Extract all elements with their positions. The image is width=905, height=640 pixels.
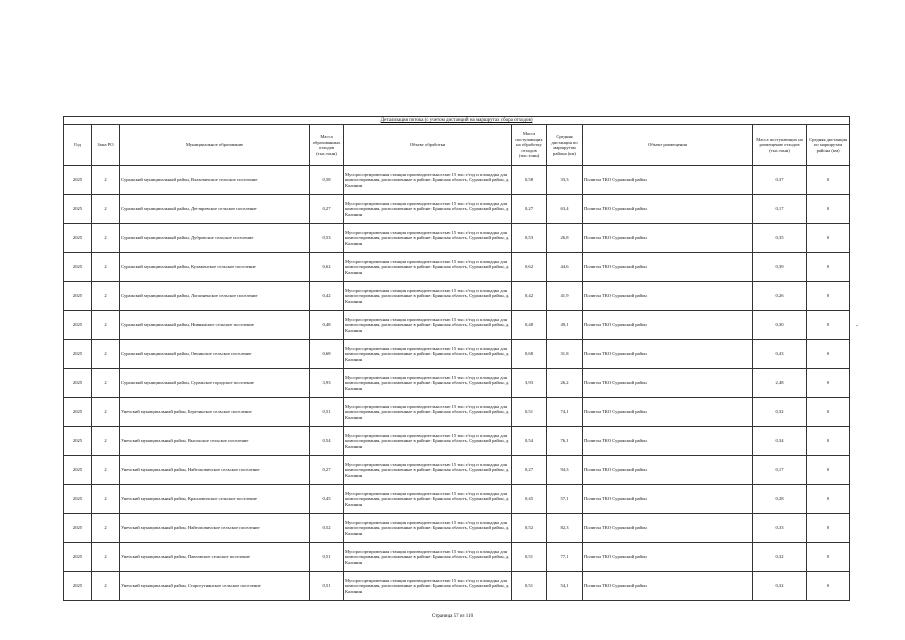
cell-municipality: Суражский муниципальный район, Нивнянское сельское поселение: [120, 311, 310, 340]
cell-year: 2025: [64, 340, 92, 369]
cell-disposal: Полигон ТКО Суражский район: [583, 166, 753, 195]
side-mark: -: [856, 323, 858, 329]
cell-mass-processing: 0,51: [512, 572, 547, 601]
cell-distance-disposal: 0: [807, 485, 850, 514]
cell-disposal: Полигон ТКО Суражский район: [583, 311, 753, 340]
cell-mass: 3,93: [310, 369, 344, 398]
header-facility: Объект обработки: [344, 125, 512, 166]
cell-distance-processing: 49,1: [547, 311, 583, 340]
cell-zone: 2: [92, 311, 120, 340]
header-year: Год: [64, 125, 92, 166]
cell-mass: 0,48: [310, 311, 344, 340]
cell-mass-disposal: 0,26: [753, 282, 807, 311]
cell-municipality: Унечский муниципальный район, Красновичское сельское поселение: [120, 485, 310, 514]
table-row: [64, 282, 850, 311]
cell-mass-processing: 0,54: [512, 427, 547, 456]
cell-year: 2025: [64, 543, 92, 572]
cell-distance-disposal: 0: [807, 572, 850, 601]
cell-municipality: Суражский муниципальный район, Влазовичское сельское поселение: [120, 166, 310, 195]
cell-mass-processing: 0,48: [512, 311, 547, 340]
cell-distance-processing: 82,3: [547, 514, 583, 543]
table-row: [64, 514, 850, 543]
cell-mass: 0,53: [310, 224, 344, 253]
cell-distance-disposal: 0: [807, 195, 850, 224]
cell-zone: 2: [92, 253, 120, 282]
cell-mass: 0,51: [310, 398, 344, 427]
waste-flow-table: [63, 116, 850, 601]
header-mass-disposal: Масса поступающих на размещение отходов (тыс.тонн): [753, 125, 807, 166]
cell-year: 2025: [64, 485, 92, 514]
cell-facility: Мусоросортировочная станция производительностью 15 тыс.т/год и площадка для компостирования, расположенные в районе: Брянская область, Суражский район, д. Калинин: [344, 427, 512, 456]
cell-distance-disposal: 0: [807, 427, 850, 456]
cell-year: 2025: [64, 224, 92, 253]
cell-zone: 2: [92, 369, 120, 398]
cell-mass-processing: 0,42: [512, 282, 547, 311]
cell-mass-processing: 0,53: [512, 224, 547, 253]
header-municipality: Муниципальное образование: [120, 125, 310, 166]
cell-municipality: Унечский муниципальный район, Павловское сельское поселение: [120, 543, 310, 572]
cell-mass-processing: 0,51: [512, 398, 547, 427]
cell-facility: Мусоросортировочная станция производительностью 15 тыс.т/год и площадка для компостирования, расположенные в районе: Брянская область, Суражский район, д. Калинин: [344, 195, 512, 224]
cell-zone: 2: [92, 166, 120, 195]
cell-mass-processing: 3,93: [512, 369, 547, 398]
table-row: [64, 427, 850, 456]
cell-year: 2025: [64, 195, 92, 224]
cell-mass-disposal: 0,37: [753, 166, 807, 195]
cell-distance-disposal: 0: [807, 253, 850, 282]
cell-mass-disposal: 0,43: [753, 340, 807, 369]
cell-distance-processing: 31,8: [547, 340, 583, 369]
cell-mass-processing: 0,62: [512, 253, 547, 282]
table-row: [64, 253, 850, 282]
cell-facility: Мусоросортировочная станция производительностью 15 тыс.т/год и площадка для компостирования, расположенные в районе: Брянская область, Суражский район, д. Калинин: [344, 543, 512, 572]
cell-zone: 2: [92, 514, 120, 543]
cell-municipality: Суражский муниципальный район, Овчинское сельское поселение: [120, 340, 310, 369]
cell-facility: Мусоросортировочная станция производительностью 15 тыс.т/год и площадка для компостирования, расположенные в районе: Брянская область, Суражский район, д. Калинин: [344, 456, 512, 485]
cell-zone: 2: [92, 456, 120, 485]
cell-facility: Мусоросортировочная станция производительностью 15 тыс.т/год и площадка для компостирования, расположенные в районе: Брянская область, Суражский район, д. Калинин: [344, 369, 512, 398]
cell-year: 2025: [64, 427, 92, 456]
table-row: [64, 369, 850, 398]
cell-zone: 2: [92, 485, 120, 514]
cell-mass-processing: 0,68: [512, 340, 547, 369]
cell-distance-disposal: 0: [807, 369, 850, 398]
cell-zone: 2: [92, 427, 120, 456]
cell-disposal: Полигон ТКО Суражский район: [583, 543, 753, 572]
cell-mass-disposal: 0,34: [753, 427, 807, 456]
cell-distance-processing: 33,3: [547, 166, 583, 195]
cell-disposal: Полигон ТКО Суражский район: [583, 427, 753, 456]
cell-disposal: Полигон ТКО Суражский район: [583, 224, 753, 253]
cell-zone: 2: [92, 572, 120, 601]
cell-mass-processing: 0,58: [512, 166, 547, 195]
cell-distance-disposal: 0: [807, 282, 850, 311]
cell-facility: Мусоросортировочная станция производительностью 15 тыс.т/год и площадка для компостирования, расположенные в районе: Брянская область, Суражский район, д. Калинин: [344, 224, 512, 253]
cell-distance-processing: 63,4: [547, 195, 583, 224]
cell-mass-disposal: 0,28: [753, 485, 807, 514]
cell-disposal: Полигон ТКО Суражский район: [583, 369, 753, 398]
cell-disposal: Полигон ТКО Суражский район: [583, 282, 753, 311]
cell-mass-disposal: 0,32: [753, 398, 807, 427]
cell-mass: 0,52: [310, 514, 344, 543]
cell-year: 2025: [64, 166, 92, 195]
cell-mass: 0,62: [310, 253, 344, 282]
header-disposal: Объект размещения: [583, 125, 753, 166]
table-row: [64, 543, 850, 572]
cell-facility: Мусоросортировочная станция производительностью 15 тыс.т/год и площадка для компостирования, расположенные в районе: Брянская область, Суражский район, д. Калинин: [344, 253, 512, 282]
header-distance-processing: Средняя дистанция по маршрутам района (км): [547, 125, 583, 166]
cell-distance-processing: 41,9: [547, 282, 583, 311]
cell-disposal: Полигон ТКО Суражский район: [583, 195, 753, 224]
header-mass-processing: Масса поступающих на обработку отходов (тыс.тонн): [512, 125, 547, 166]
cell-distance-disposal: 0: [807, 311, 850, 340]
cell-facility: Мусоросортировочная станция производительностью 15 тыс.т/год и площадка для компостирования, расположенные в районе: Брянская область, Суражский район, д. Калинин: [344, 485, 512, 514]
cell-year: 2025: [64, 398, 92, 427]
cell-municipality: Унечский муниципальный район, Старогутнянское сельское поселение: [120, 572, 310, 601]
table-row: [64, 311, 850, 340]
header-zone: Зона РО: [92, 125, 120, 166]
table-row: [64, 166, 850, 195]
cell-mass-disposal: 0,39: [753, 253, 807, 282]
cell-mass: 0,51: [310, 572, 344, 601]
cell-municipality: Суражский муниципальный район, Кулаженское сельское поселение: [120, 253, 310, 282]
cell-mass-processing: 0,45: [512, 485, 547, 514]
cell-distance-disposal: 0: [807, 456, 850, 485]
cell-distance-processing: 54,1: [547, 572, 583, 601]
cell-municipality: Суражский муниципальный район, Дегтяревское сельское поселение: [120, 195, 310, 224]
cell-distance-processing: 76,1: [547, 427, 583, 456]
cell-facility: Мусоросортировочная станция производительностью 15 тыс.т/год и площадка для компостирования, расположенные в районе: Брянская область, Суражский район, д. Калинин: [344, 514, 512, 543]
cell-mass: 0,27: [310, 456, 344, 485]
cell-facility: Мусоросортировочная станция производительностью 15 тыс.т/год и площадка для компостирования, расположенные в районе: Брянская область, Суражский район, д. Калинин: [344, 340, 512, 369]
cell-disposal: Полигон ТКО Суражский район: [583, 398, 753, 427]
cell-municipality: Суражский муниципальный район, Дубровское сельское поселение: [120, 224, 310, 253]
cell-mass-disposal: 0,30: [753, 311, 807, 340]
cell-distance-disposal: 0: [807, 224, 850, 253]
cell-zone: 2: [92, 195, 120, 224]
cell-mass-disposal: 0,32: [753, 543, 807, 572]
cell-disposal: Полигон ТКО Суражский район: [583, 253, 753, 282]
cell-mass-processing: 0,51: [512, 543, 547, 572]
cell-distance-processing: 26,8: [547, 224, 583, 253]
cell-year: 2025: [64, 311, 92, 340]
table-row: [64, 456, 850, 485]
table-row: [64, 572, 850, 601]
table-row: [64, 195, 850, 224]
cell-distance-processing: 77,1: [547, 543, 583, 572]
cell-mass-disposal: 0,32: [753, 572, 807, 601]
cell-distance-processing: 44,6: [547, 253, 583, 282]
table-row: [64, 485, 850, 514]
cell-mass-processing: 0,27: [512, 195, 547, 224]
header-mass: Масса образованных отходов (тыс.тонн): [310, 125, 344, 166]
header-distance-disposal: Средняя дистанция по маршрутам района (км): [807, 125, 850, 166]
cell-mass: 0,27: [310, 195, 344, 224]
cell-distance-disposal: 0: [807, 340, 850, 369]
cell-distance-disposal: 0: [807, 514, 850, 543]
page-number: Страница 57 из 110: [431, 614, 474, 619]
cell-distance-processing: 57,1: [547, 485, 583, 514]
table-caption: Детализация потока (с учетом дистанций на маршрутах сбора отходов): [64, 117, 850, 125]
document-sheet: [63, 116, 849, 601]
cell-mass: 0,42: [310, 282, 344, 311]
cell-facility: Мусоросортировочная станция производительностью 15 тыс.т/год и площадка для компостирования, расположенные в районе: Брянская область, Суражский район, д. Калинин: [344, 311, 512, 340]
cell-zone: 2: [92, 543, 120, 572]
cell-mass-disposal: 0,33: [753, 514, 807, 543]
cell-mass-disposal: 2,48: [753, 369, 807, 398]
cell-mass-processing: 0,52: [512, 514, 547, 543]
cell-year: 2025: [64, 514, 92, 543]
cell-disposal: Полигон ТКО Суражский район: [583, 572, 753, 601]
cell-zone: 2: [92, 398, 120, 427]
cell-disposal: Полигон ТКО Суражский район: [583, 514, 753, 543]
cell-municipality: Суражский муниципальный район, Лопазненское сельское поселение: [120, 282, 310, 311]
cell-disposal: Полигон ТКО Суражский район: [583, 456, 753, 485]
cell-distance-disposal: 0: [807, 166, 850, 195]
cell-year: 2025: [64, 369, 92, 398]
cell-mass-processing: 0,27: [512, 456, 547, 485]
cell-distance-disposal: 0: [807, 543, 850, 572]
cell-facility: Мусоросортировочная станция производительностью 15 тыс.т/год и площадка для компостирования, расположенные в районе: Брянская область, Суражский район, д. Калинин: [344, 572, 512, 601]
cell-facility: Мусоросортировочная станция производительностью 15 тыс.т/год и площадка для компостирования, расположенные в районе: Брянская область, Суражский район, д. Калинин: [344, 166, 512, 195]
cell-distance-disposal: 0: [807, 398, 850, 427]
cell-facility: Мусоросортировочная станция производительностью 15 тыс.т/год и площадка для компостирования, расположенные в районе: Брянская область, Суражский район, д. Калинин: [344, 398, 512, 427]
cell-year: 2025: [64, 572, 92, 601]
cell-disposal: Полигон ТКО Суражский район: [583, 340, 753, 369]
cell-municipality: Унечский муниципальный район, Найтоповичское сельское поселение: [120, 456, 310, 485]
table-row: [64, 340, 850, 369]
cell-mass-disposal: 0,17: [753, 195, 807, 224]
cell-facility: Мусоросортировочная станция производительностью 15 тыс.т/год и площадка для компостирования, расположенные в районе: Брянская область, Суражский район, д. Калинин: [344, 282, 512, 311]
cell-municipality: Унечский муниципальный район, Найтоповичское сельское поселение: [120, 514, 310, 543]
cell-disposal: Полигон ТКО Суражский район: [583, 485, 753, 514]
cell-distance-processing: 74,1: [547, 398, 583, 427]
cell-mass: 0,58: [310, 166, 344, 195]
cell-zone: 2: [92, 282, 120, 311]
header-row: [64, 125, 850, 166]
table-row: [64, 224, 850, 253]
cell-municipality: Унечский муниципальный район, Березинское сельское поселение: [120, 398, 310, 427]
cell-mass: 0,68: [310, 340, 344, 369]
table-row: [64, 398, 850, 427]
cell-distance-processing: 94,3: [547, 456, 583, 485]
cell-zone: 2: [92, 224, 120, 253]
cell-mass: 0,54: [310, 427, 344, 456]
cell-zone: 2: [92, 340, 120, 369]
cell-mass: 0,45: [310, 485, 344, 514]
cell-year: 2025: [64, 456, 92, 485]
cell-mass-disposal: 0,17: [753, 456, 807, 485]
cell-municipality: Суражский муниципальный район, Суражское городское поселение: [120, 369, 310, 398]
cell-year: 2025: [64, 253, 92, 282]
cell-municipality: Унечский муниципальный район, Высокское сельское поселение: [120, 427, 310, 456]
cell-mass: 0,51: [310, 543, 344, 572]
cell-distance-processing: 26,2: [547, 369, 583, 398]
cell-year: 2025: [64, 282, 92, 311]
cell-mass-disposal: 0,35: [753, 224, 807, 253]
